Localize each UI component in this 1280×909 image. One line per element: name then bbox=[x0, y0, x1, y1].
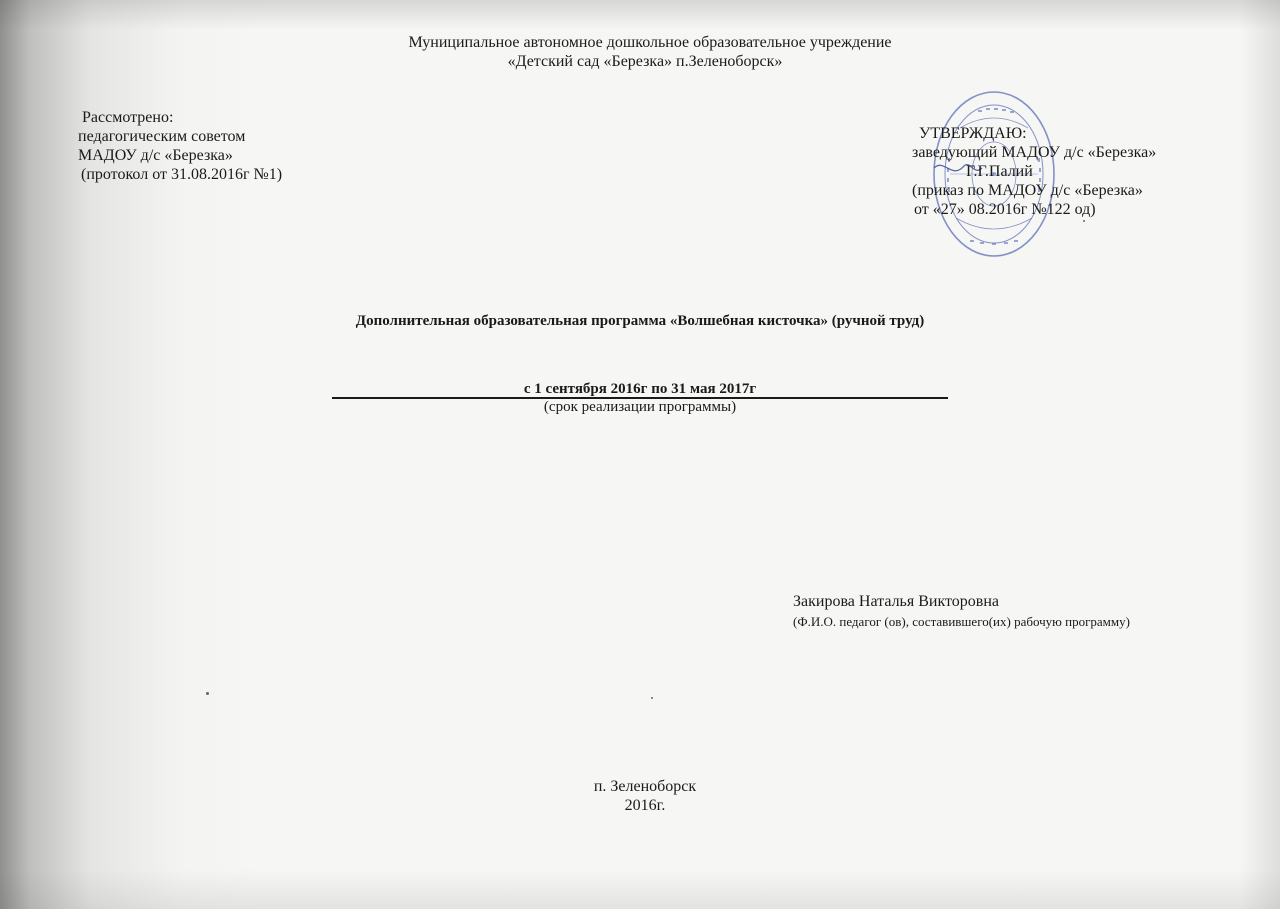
program-period bbox=[332, 380, 948, 399]
considered-label: Рассмотрено: bbox=[82, 109, 174, 126]
considered-line2: МАДОУ д/с «Березка» bbox=[78, 147, 233, 164]
approve-line4: от «27» 08.2016г №122 од) bbox=[914, 201, 1096, 218]
program-period-caption: (срок реализации программы) bbox=[543, 399, 737, 415]
scan-speck bbox=[206, 692, 209, 695]
author-caption: (Ф.И.О. педагог (ов), составившего(их) рабочую программу) bbox=[793, 614, 1130, 629]
considered-line3: (протокол от 31.08.2016г №1) bbox=[81, 166, 283, 183]
scan-speck bbox=[651, 697, 653, 699]
approve-block bbox=[912, 124, 1156, 219]
author-block bbox=[793, 592, 1130, 630]
considered-line1: педагогическим советом bbox=[78, 128, 246, 145]
institution-name-line2: «Детский сад «Березка» п.Зеленоборск» bbox=[507, 53, 783, 70]
approve-line1: заведующий МАДОУ д/с «Березка» bbox=[912, 144, 1157, 161]
program-period-text: с 1 сентября 2016г по 31 мая 2017г bbox=[523, 381, 757, 397]
institution-name-line1: Муниципальное автономное дошкольное образовательное учреждение bbox=[408, 34, 892, 51]
document-footer bbox=[0, 777, 1280, 815]
considered-block bbox=[78, 108, 282, 184]
institution-header bbox=[0, 33, 1280, 71]
footer-year: 2016г. bbox=[624, 797, 666, 814]
scan-speck bbox=[1083, 220, 1085, 222]
author-name: Закирова Наталья Викторовна bbox=[793, 593, 1000, 610]
program-title: Дополнительная образовательная программа «Волшебная кисточка» (ручной труд) bbox=[355, 313, 925, 329]
approve-line2: Г.Г.Палий bbox=[966, 163, 1033, 180]
approve-line3: (приказ по МАДОУ д/с «Березка» bbox=[912, 182, 1143, 199]
footer-place: п. Зеленоборск bbox=[593, 778, 697, 795]
approve-label: УТВЕРЖДАЮ: bbox=[919, 125, 1027, 142]
